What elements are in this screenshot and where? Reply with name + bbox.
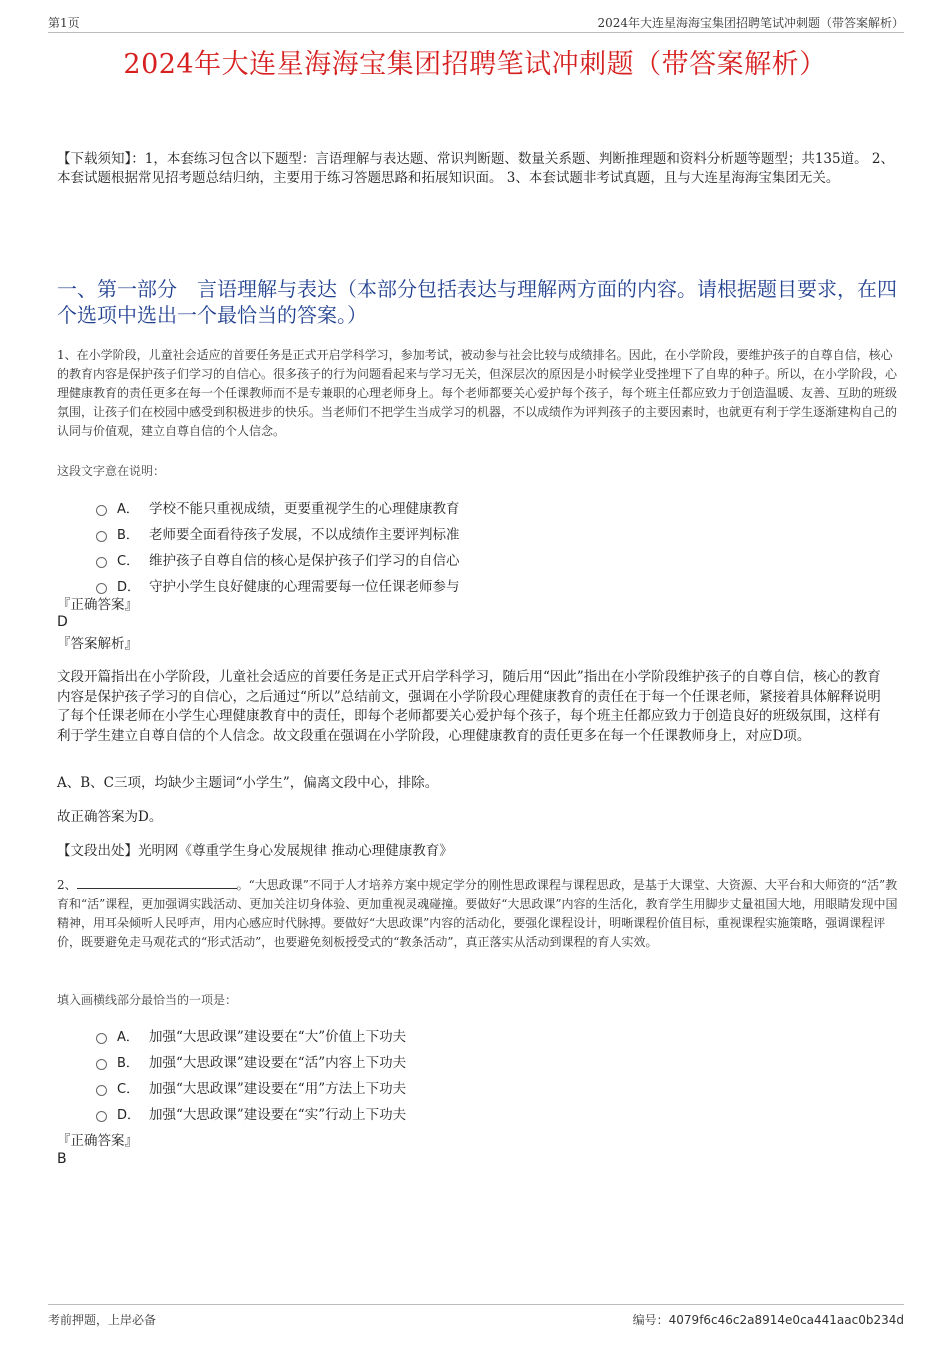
question-1-answer: D (57, 614, 68, 630)
question-2-option-a[interactable]: A． 加强“大思政课”建设要在“大”价值上下功夫 (96, 1022, 900, 1048)
question-2-body: 。“大思政课”不同于人才培养方案中规定学分的刚性思政课程与课程思政，是基于大课堂、大资源、大平台和大师资的“活”教育和“活”课程，更加强调实践活动、更加关注切身体验、更加重视灵魂碰撞。要做好“大思政课”内容的生活化，教育学生用脚步丈量祖国大地，用眼睛发现中国精神，用耳朵倾听人民呼声，用内心感应时代脉搏。要做好“大思政课”内容的活动化，要强化课程设计，明晰课程价值目标，重视课程实施策略，强调课程评价，既要避免走马观花式的“形式活动”，也要避免刻板授受式的“教条活动”，真正落实从活动到课程的育人实效。 (57, 878, 898, 949)
question-1-analysis-paragraph: A、B、C三项，均缺少主题词“小学生”，偏离文段中心，排除。 (57, 775, 439, 791)
question-1-analysis-paragraph: 文段开篇指出在小学阶段，儿童社会适应的首要任务是正式开启学科学习，随后用“因此”指出在小学阶段维护孩子的自尊自信，核心的教育内容是保护孩子学习的自信心，之后通过“所以”总结前文，强调在小学阶段心理健康教育的责任在于每一个任课老师，紧接着具体解释说明了每个任课老师在小学生心理健康教育中的责任，即每个老师都要关心爱护每个孩子，每个班主任都应致力于创造良好的班级氛围，这样有利于学生建立自尊自信的个人信念。故文段重在强调在小学阶段，心理健康教育的责任更多在每一个任课教师身上，对应D项。 (57, 669, 881, 744)
footer-slogan: 考前押题，上岸必备 (48, 1313, 157, 1327)
question-1-answer-label: 『正确答案』 (57, 597, 138, 613)
question-2-options (96, 1022, 900, 1126)
radio-icon[interactable] (96, 505, 107, 516)
question-1-options (96, 494, 900, 598)
question-2-option-b[interactable]: B． 加强“大思政课”建设要在“活”内容上下功夫 (96, 1048, 900, 1074)
radio-icon[interactable] (96, 1111, 107, 1122)
radio-icon[interactable] (96, 1059, 107, 1070)
question-1-option-a[interactable]: A． 学校不能只重视成绩，更要重视学生的心理健康教育 (96, 494, 900, 520)
question-2-text (57, 876, 900, 952)
question-2-prompt: 填入画横线部分最恰当的一项是： (57, 993, 238, 1007)
document-code: 编号：4079f6c46c2a8914e0ca441aac0b234d (632, 1313, 904, 1327)
header-doc-title: 2024年大连星海海宝集团招聘笔试冲刺题（带答案解析） (597, 16, 904, 30)
page-header (48, 10, 904, 33)
question-2-option-d[interactable]: D． 加强“大思政课”建设要在“实”行动上下功夫 (96, 1100, 900, 1126)
question-1-option-d[interactable]: D． 守护小学生良好健康的心理需要每一位任课老师参与 (96, 572, 900, 598)
fill-blank (77, 876, 237, 889)
download-notice: 【下载须知】：1，本套练习包含以下题型：言语理解与表达题、常识判断题、数量关系题、判断推理题和资料分析题等题型；共135道。 2、本套试题根据常见招考题总结归纳，主要用于练习答题思路和拓展知识面。 3、本套试题非考试真题，且与大连星海海宝集团无关。 (57, 151, 894, 186)
radio-icon[interactable] (96, 1085, 107, 1096)
question-2-answer-label: 『正确答案』 (57, 1133, 138, 1149)
question-1-option-b[interactable]: B． 老师要全面看待孩子发展，不以成绩作主要评判标准 (96, 520, 900, 546)
radio-icon[interactable] (96, 557, 107, 568)
radio-icon[interactable] (96, 1033, 107, 1044)
question-2-number: 2、 (57, 878, 77, 892)
question-1-analysis-paragraph: 故正确答案为D。 (57, 809, 163, 825)
question-1-option-c[interactable]: C． 维护孩子自尊自信的核心是保护孩子们学习的自信心 (96, 546, 900, 572)
question-1-analysis-label: 『答案解析』 (57, 636, 138, 652)
page-title: 2024年大连星海海宝集团招聘笔试冲刺题（带答案解析） (123, 49, 827, 80)
radio-icon[interactable] (96, 583, 107, 594)
question-1-source: 【文段出处】光明网《尊重学生身心发展规律 推动心理健康教育》 (57, 843, 453, 859)
page-number: 第1页 (48, 16, 80, 30)
section-title: 一、第一部分 言语理解与表达（本部分包括表达与理解两方面的内容。请根据题目要求，在四个选项中选出一个最恰当的答案。） (57, 277, 897, 327)
question-1-prompt: 这段文字意在说明： (57, 464, 166, 478)
question-2-answer: B (57, 1151, 67, 1167)
radio-icon[interactable] (96, 531, 107, 542)
question-1-text: 1、在小学阶段，儿童社会适应的首要任务是正式开启学科学习，参加考试，被动参与社会比较与成绩排名。因此，在小学阶段，要维护孩子的自尊自信，核心的教育内容是保护孩子们学习的自信心。很多孩子的行为问题看起来与学习无关，但深层次的原因是小时候学业受挫埋下了自卑的种子。所以，在小学阶段，心理健康教育的责任更多在每一个任课教师而不是专兼职的心理老师身上。每个老师都要关心爱护每个孩子，每个班主任都应致力于创造温暖、友善、互助的班级氛围，让孩子们在校园中感受到积极进步的快乐。当老师们不把学生当成学习的机器，不以成绩作为评判孩子的主要因素时，也就更有利于学生逐渐建构自己的认同与价值观，建立自尊自信的个人信念。 (57, 348, 898, 438)
question-2-option-c[interactable]: C． 加强“大思政课”建设要在“用”方法上下功夫 (96, 1074, 900, 1100)
page-footer (48, 1304, 904, 1327)
